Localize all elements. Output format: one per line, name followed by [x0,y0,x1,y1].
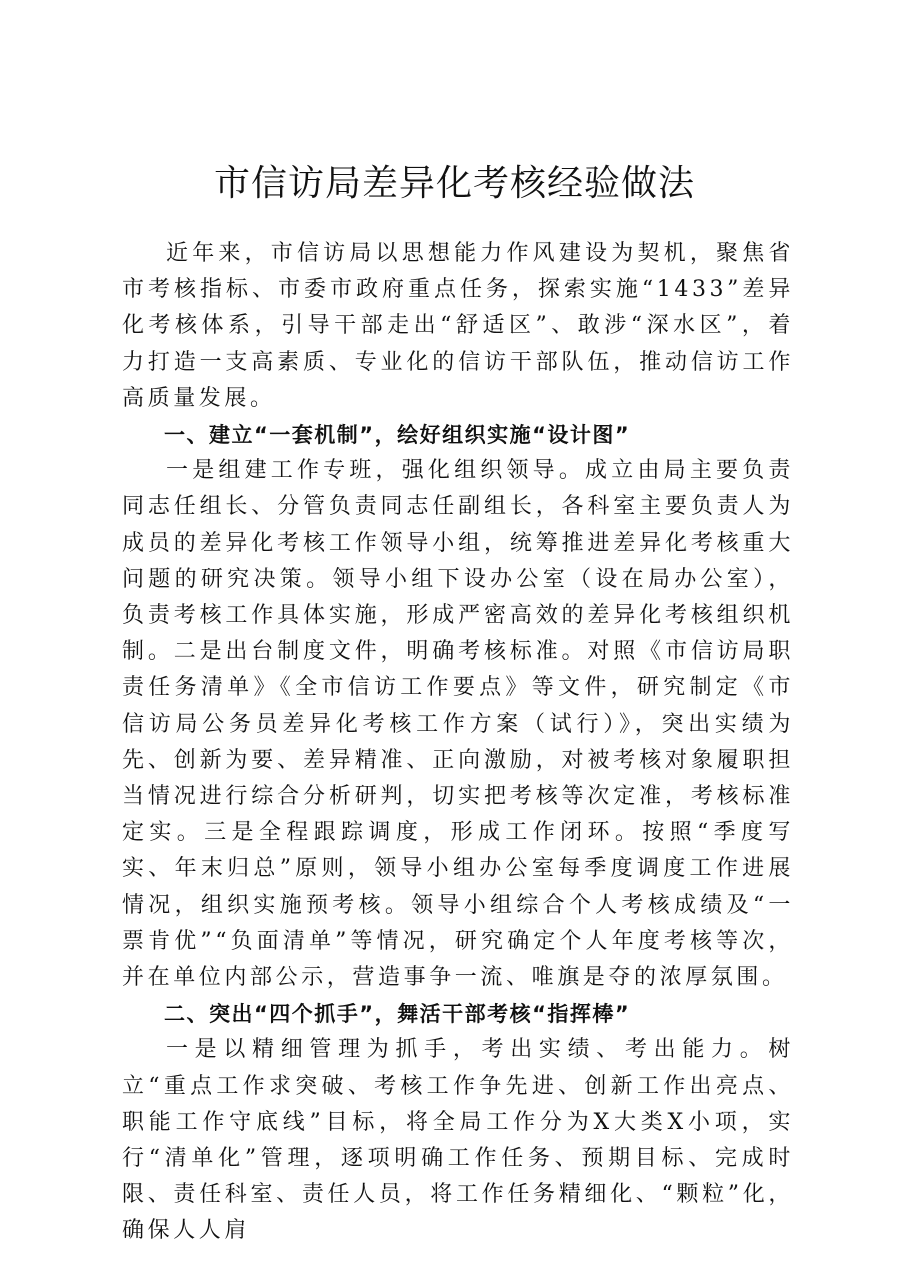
section-heading-1: 一、建立“一套机制”，绘好组织实施“设计图” [164,423,631,448]
section-paragraph-2: 一是以精细管理为抓手，考出实绩、考出能力。树立“重点工作求突破、考核工作争先进、创新工作出亮点、职能工作守底线”目标，将全局工作分为X大类X小项，实行“清单化”管理，逐项明确工作任务、预期目标、完成时限、责任科室、责任人员，将工作任务精细化、“颗粒”化，确保人人肩 [122,1037,794,1244]
section-paragraph-1: 一是组建工作专班，强化组织领导。成立由局主要负责同志任组长、分管负责同志任副组长，各科室主要负责人为成员的差异化考核工作领导小组，统筹推进差异化考核重大问题的研究决策。领导小组下设办公室（设在局办公室），负责考核工作具体实施，形成严密高效的差异化考核组织机制。二是出台制度文件，明确考核标准。对照《市信访局职责任务清单》《全市信访工作要点》等文件，研究制定《市信访局公务员差异化考核工作方案（试行）》，突出实绩为先、创新为要、差异精准、正向激励，对被考核对象履职担当情况进行综合分析研判，切实把考核等次定准，考核标准定实。三是全程跟踪调度，形成工作闭环。按照“季度写实、年末归总”原则，领导小组办公室每季度调度工作进展情况，组织实施预考核。领导小组综合个人考核成绩及“一票肯优”“负面清单”等情况，研究确定个人年度考核等次，并在单位内部公示，营造事争一流、唯旗是夺的浓厚氛围。 [122,458,794,991]
document-title: 市信访局差异化考核经验做法 [213,163,695,204]
document-body [122,236,794,1250]
intro-paragraph: 近年来，市信访局以思想能力作风建设为契机，聚焦省市考核指标、市委市政府重点任务，探索实施“1433”差异化考核体系，引导干部走出“舒适区”、敢涉“深水区”，着力打造一支高素质、专业化的信访干部队伍，推动信访工作高质量发展。 [122,241,794,411]
section-heading-2: 二、突出“四个抓手”，舞活干部考核“指挥棒” [164,1002,631,1027]
